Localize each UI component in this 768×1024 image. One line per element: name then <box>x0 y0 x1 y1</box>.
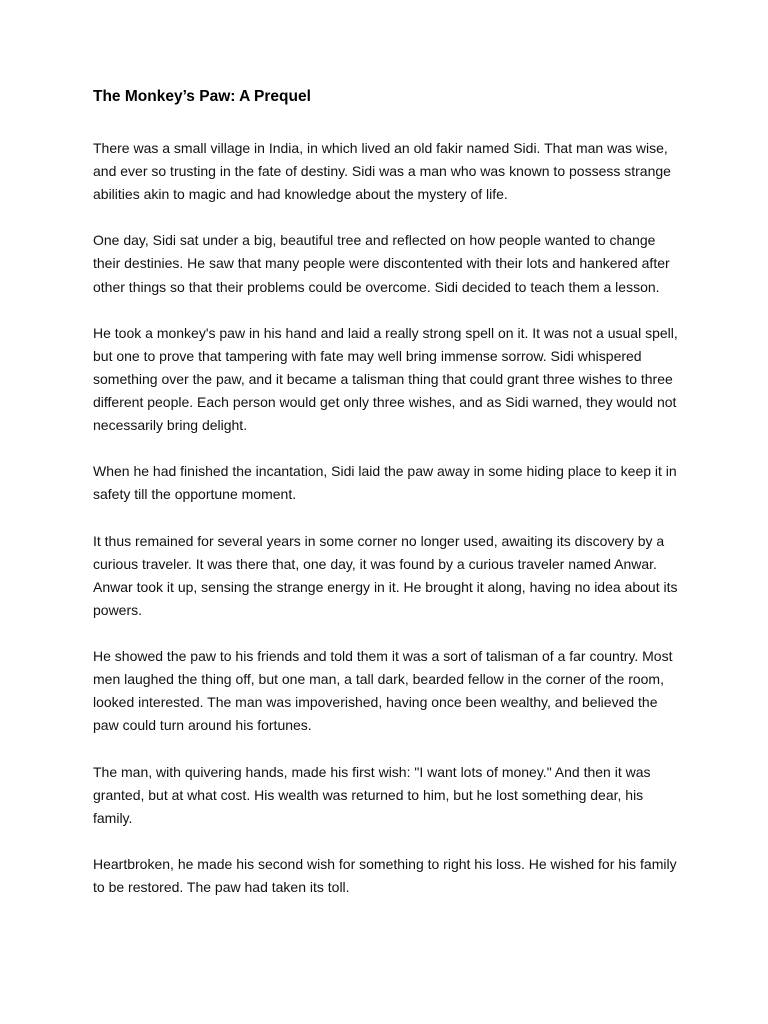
paragraph-1: There was a small village in India, in which lived an old fakir named Sidi. That man was wise, and ever so trusting in the fate of destiny. Sidi was a man who was known to possess strange abilities akin to magic and had knowledge about the mystery of life. <box>93 140 671 203</box>
paragraph-2: One day, Sidi sat under a big, beautiful tree and reflected on how people wanted to change their destinies. He saw that many people were discontented with their lots and hankered after other things so that their problems could be overcome. Sidi decided to teach them a lesson. <box>93 232 670 295</box>
paragraph-8: Heartbroken, he made his second wish for something to right his loss. He wished for his family to be restored. The paw had taken its toll. <box>93 855 677 895</box>
paragraph-6: He showed the paw to his friends and told them it was a sort of talisman of a far country. Most men laughed the thing off, but one man, a tall dark, bearded fellow in the corner of the room, looked interested. The man was impoverished, having once been wealthy, and believed the paw could turn around his fortunes. <box>93 648 673 734</box>
paragraph-4: When he had finished the incantation, Sidi laid the paw away in some hiding place to keep it in safety till the opportune moment. <box>93 463 677 503</box>
document-body <box>93 86 678 922</box>
document-title: The Monkey’s Paw: A Prequel <box>93 88 311 105</box>
paragraph-7: The man, with quivering hands, made his first wish: "I want lots of money." And then it was granted, but at what cost. His wealth was returned to him, but he lost something dear, his family. <box>93 763 651 826</box>
paragraph-5: It thus remained for several years in some corner no longer used, awaiting its discovery by a curious traveler. It was there that, one day, it was found by a curious traveler named Anwar. Anwar took it up, sensing the strange energy in it. He brought it along, having no idea about its powers. <box>93 532 678 618</box>
paragraph-3: He took a monkey's paw in his hand and laid a really strong spell on it. It was not a usual spell, but one to prove that tampering with fate may well bring immense sorrow. Sidi whispered something over the paw, and it became a talisman thing that could grant three wishes to three different people. Each person would get only three wishes, and as Sidi warned, they would not necessarily bring delight. <box>93 324 678 434</box>
